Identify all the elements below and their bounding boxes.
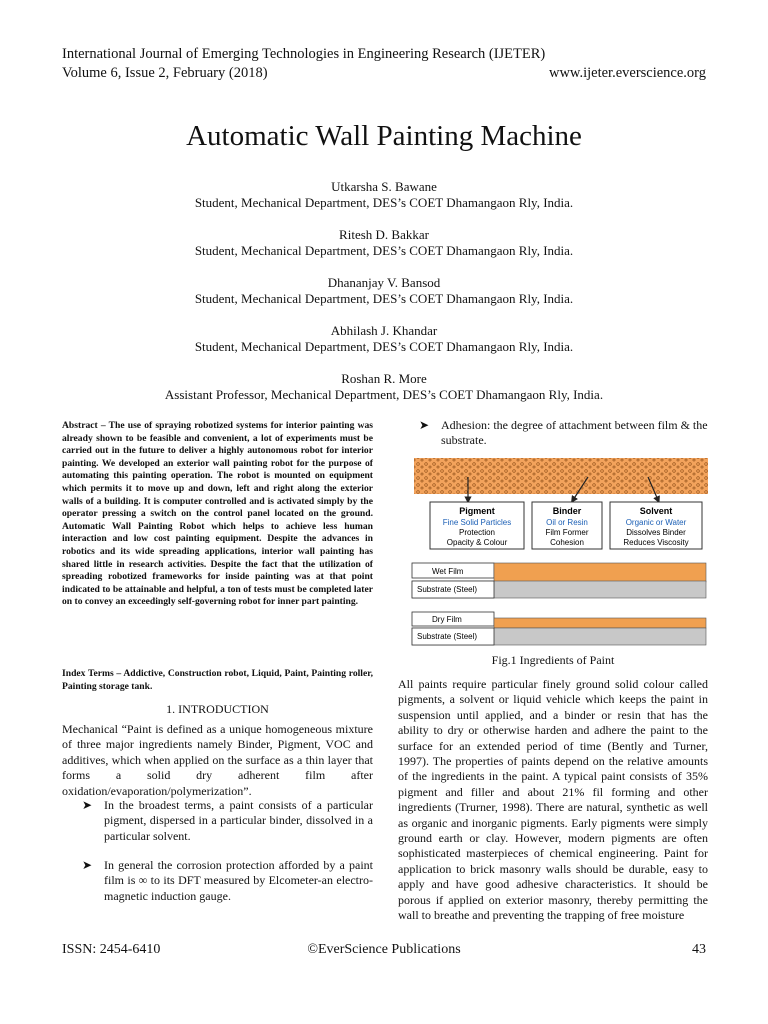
- box-line: Film Former: [545, 528, 589, 537]
- dry-film-diagram: [412, 612, 706, 645]
- pigment-box: [430, 502, 524, 549]
- dry-film-label: Dry Film: [432, 615, 462, 624]
- box-subtitle: Organic or Water: [625, 518, 687, 527]
- list-item-text: In general the corrosion protection afforded by a paint film is ∞ to its DFT measured by Elcometer-an electro-magnetic induction gauge.: [104, 858, 373, 903]
- publisher: ©EverScience Publications: [307, 942, 461, 957]
- paint-mixture-layer: [414, 458, 708, 494]
- box-title: Solvent: [639, 506, 673, 516]
- section-heading: 1. INTRODUCTION: [166, 702, 269, 716]
- wet-film-diagram: [412, 563, 706, 598]
- author-affiliation: Student, Mechanical Department, DES’s COET Dhamangaon Rly, India.: [194, 339, 574, 354]
- author-affiliation: Student, Mechanical Department, DES’s COET Dhamangaon Rly, India.: [194, 243, 574, 258]
- list-item: [419, 418, 708, 449]
- author-name: Utkarsha S. Bawane: [331, 179, 437, 194]
- index-terms: Index Terms – Addictive, Construction robot, Liquid, Paint, Painting roller, Painting storage tank.: [62, 668, 373, 692]
- box-line: Reduces Viscosity: [623, 538, 689, 547]
- solvent-box: [610, 502, 702, 549]
- author-name: Ritesh D. Bakkar: [339, 227, 429, 242]
- author-name: Dhananjay V. Bansod: [327, 275, 441, 290]
- volume-info: Volume 6, Issue 2, February (2018): [62, 65, 268, 81]
- binder-box: [532, 502, 602, 549]
- box-title: Binder: [552, 506, 582, 516]
- abstract: Abstract – The use of spraying robotized systems for interior painting was already shown to be feasible and convenient, a lot of experiments must be carried out in the future to deliver a highly autonomous robot for interior painting. We developed an exterior wall painting robot for the purpose of automating this painting operation. The robot is mounted on equipment which permits it to move up and down, left and right along the exterior walls of a building. It is computer controlled and is activated simply by the operator pressing a switch on the control panel located on the ground. Automatic Wall Painting Robot which helps to achieve less human interaction and low cost painting equipment. Despite the advances in robotics and its wide spreading applications, interior wall painting has shared little in research activities. Despite the fact that the utilization of spreading robotized frameworks for inside painting was at that point indicated to be attainable and helpful, a ton of tests must be completed later on to convey an exceedingly self-governing robot for inner part painting.: [62, 420, 373, 608]
- issn: ISSN: 2454-6410: [62, 942, 161, 957]
- substrate-label: Substrate (Steel): [417, 585, 478, 594]
- box-title: Pigment: [459, 506, 495, 516]
- arrow-bullet-icon: ➤: [82, 798, 93, 812]
- author-name: Abhilash J. Khandar: [330, 323, 438, 338]
- journal-name: International Journal of Emerging Technologies in Engineering Research (IJETER): [62, 46, 546, 62]
- arrow-bullet-icon: ➤: [82, 858, 93, 872]
- author-affiliation: Student, Mechanical Department, DES’s COET Dhamangaon Rly, India.: [194, 195, 574, 210]
- paper-title: Automatic Wall Painting Machine: [186, 120, 582, 152]
- author-name: Roshan R. More: [341, 371, 427, 386]
- box-subtitle: Oil or Resin: [546, 518, 588, 527]
- wet-film-label: Wet Film: [432, 567, 464, 576]
- substrate-label: Substrate (Steel): [417, 632, 478, 641]
- list-item: [82, 798, 373, 844]
- intro-paragraph: Mechanical “Paint is defined as a unique homogeneous mixture of three major ingredients namely Binder, Pigment, VOC and additives, which when applied on the surface as a thin layer that forms a solid dry adherent film after oxidation/evaporation/polymerization”.: [62, 722, 373, 798]
- list-item-text: In the broadest terms, a paint consists of a particular pigment, dispersed in a particular binder, dissolved in a particular solvent.: [104, 798, 373, 843]
- box-line: Protection: [458, 528, 496, 537]
- box-line: Dissolves Binder: [626, 528, 686, 537]
- box-subtitle: Fine Solid Particles: [442, 518, 512, 527]
- author-affiliation: Assistant Professor, Mechanical Department, DES’s COET Dhamangaon Rly, India.: [164, 387, 604, 402]
- box-line: Cohesion: [550, 538, 584, 547]
- list-item: [82, 858, 373, 904]
- figure-caption: Fig.1 Ingredients of Paint: [491, 653, 615, 667]
- page-number: 43: [692, 942, 706, 957]
- author-affiliation: Student, Mechanical Department, DES’s COET Dhamangaon Rly, India.: [194, 291, 574, 306]
- list-item-text: Adhesion: the degree of attachment between film & the substrate.: [441, 418, 708, 448]
- box-line: Opacity & Colour: [446, 538, 508, 547]
- arrow-bullet-icon: ➤: [419, 418, 430, 432]
- body-paragraph: All paints require particular finely ground solid colour called pigments, a solvent or liquid vehicle which keeps the paint in suspension until applied, and a binder or resin that has the ability to dry or otherwise harden and adhere the paint to the surface for an extended period of time (Bently and Turner, 1997). The properties of paints depend on the relative amounts of the ingredients in the paint. A typical paint consists of 35% pigment and filler and about 21% fil forming and other ingredients (Trurner, 1998). There are natural, synthetic as well as organic and inorganic pigments. Early pigments were simply ground earth or clay. However, modern pigments are often sophisticated masterpieces of chemical engineering. Paint for application to brick masonry walls should be durable, easy to apply and have good adhesive characteristics. It should be porous if applied on exterior masonry, thereby permitting the wall to breathe and preventing the trapping of free moisture: [398, 677, 708, 923]
- website-link[interactable]: www.ijeter.everscience.org: [548, 65, 706, 81]
- paint-ingredients-figure: [408, 455, 710, 647]
